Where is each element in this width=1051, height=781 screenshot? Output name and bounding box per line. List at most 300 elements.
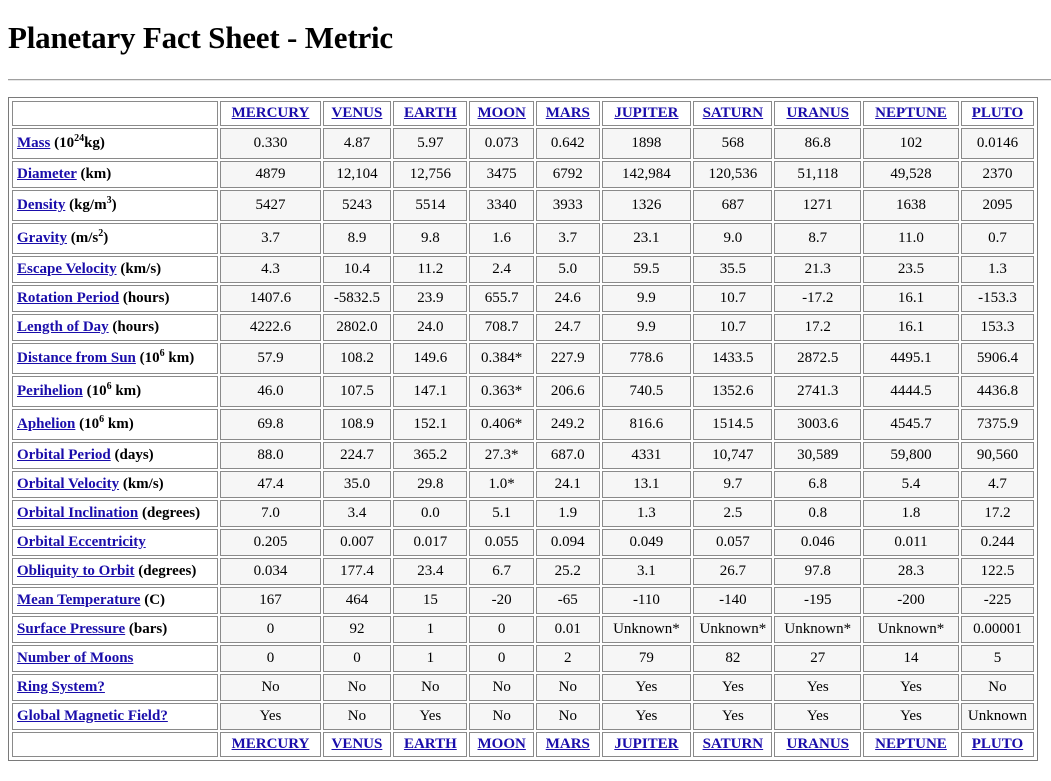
value-cell-mars: 0.01	[536, 616, 600, 643]
value-cell-moon: 3475	[469, 161, 534, 188]
value-cell-uranus: 3003.6	[774, 409, 861, 440]
value-cell-pluto: 5	[961, 645, 1034, 672]
page-title: Planetary Fact Sheet - Metric	[8, 20, 393, 55]
row-label-escape-velocity	[12, 256, 218, 283]
value-cell-neptune: 59,800	[863, 442, 959, 469]
value-cell-moon: 708.7	[469, 314, 534, 341]
property-link-number-of-moons[interactable]: Number of Moons	[17, 650, 134, 666]
planet-link-uranus[interactable]: URANUS	[786, 736, 849, 752]
property-link-gravity[interactable]: Gravity	[17, 230, 67, 246]
table-row	[12, 442, 1034, 469]
table-row	[12, 161, 1034, 188]
value-cell-mars: 25.2	[536, 558, 600, 585]
value-cell-earth: 29.8	[393, 471, 467, 498]
unit-exponent: 6	[106, 381, 112, 392]
value-cell-uranus: Unknown*	[774, 616, 861, 643]
value-cell-jupiter: 1898	[602, 128, 692, 159]
header-corner-cell	[12, 101, 218, 126]
value-cell-pluto: 153.3	[961, 314, 1034, 341]
value-cell-pluto: 0.00001	[961, 616, 1034, 643]
value-cell-mercury: 1407.6	[220, 285, 320, 312]
value-cell-moon: No	[469, 703, 534, 730]
value-cell-moon: 1.0*	[469, 471, 534, 498]
planet-link-neptune[interactable]: NEPTUNE	[875, 736, 947, 752]
value-cell-mars: 24.1	[536, 471, 600, 498]
value-cell-saturn: 35.5	[693, 256, 772, 283]
value-cell-mars: 3.7	[536, 223, 600, 254]
value-cell-mars: 206.6	[536, 376, 600, 407]
value-cell-saturn: 9.0	[693, 223, 772, 254]
footer-planet-venus	[323, 732, 392, 757]
value-cell-jupiter: 0.049	[602, 529, 692, 556]
unit-text: (hours)	[119, 290, 170, 306]
value-cell-pluto: 122.5	[961, 558, 1034, 585]
value-cell-jupiter: 142,984	[602, 161, 692, 188]
value-cell-mercury: Yes	[220, 703, 320, 730]
value-cell-mercury: 0.205	[220, 529, 320, 556]
value-cell-saturn: 687	[693, 190, 772, 221]
value-cell-mercury: 3.7	[220, 223, 320, 254]
footer-planet-uranus	[774, 732, 861, 757]
planet-link-saturn[interactable]: SATURN	[702, 736, 764, 752]
value-cell-uranus: 0.8	[774, 500, 861, 527]
row-label-aphelion	[12, 409, 218, 440]
value-cell-mars: 6792	[536, 161, 600, 188]
table-row	[12, 558, 1034, 585]
value-cell-earth: 11.2	[393, 256, 467, 283]
value-cell-uranus: Yes	[774, 674, 861, 701]
property-link-orbital-period[interactable]: Orbital Period	[17, 447, 111, 463]
planet-link-pluto[interactable]: PLUTO	[971, 105, 1024, 121]
value-cell-uranus: 97.8	[774, 558, 861, 585]
planet-link-jupiter[interactable]: JUPITER	[614, 736, 679, 752]
footer-corner-cell	[12, 732, 218, 757]
value-cell-pluto: 1.3	[961, 256, 1034, 283]
property-link-perihelion[interactable]: Perihelion	[17, 383, 83, 399]
property-link-global-magnetic-field[interactable]: Global Magnetic Field?	[17, 708, 168, 724]
property-link-diameter[interactable]: Diameter	[17, 166, 77, 182]
value-cell-venus: 10.4	[323, 256, 392, 283]
value-cell-earth: 23.4	[393, 558, 467, 585]
value-cell-mercury: 69.8	[220, 409, 320, 440]
unit-text: (degrees)	[134, 563, 197, 579]
unit-text: (10	[75, 416, 100, 432]
value-cell-neptune: 5.4	[863, 471, 959, 498]
value-cell-moon: 1.6	[469, 223, 534, 254]
value-cell-uranus: 6.8	[774, 471, 861, 498]
table-row	[12, 529, 1034, 556]
value-cell-moon: 0.055	[469, 529, 534, 556]
unit-text-suffix: km)	[164, 350, 195, 366]
value-cell-mercury: 0.034	[220, 558, 320, 585]
value-cell-neptune: 16.1	[863, 285, 959, 312]
value-cell-saturn: 0.057	[693, 529, 772, 556]
value-cell-earth: 1	[393, 616, 467, 643]
unit-text: (10	[82, 383, 107, 399]
value-cell-jupiter: 778.6	[602, 343, 692, 374]
property-link-density[interactable]: Density	[17, 197, 66, 213]
row-label-perihelion	[12, 376, 218, 407]
value-cell-mercury: 4879	[220, 161, 320, 188]
planet-link-mars[interactable]: MARS	[545, 105, 590, 121]
row-label-orbital-eccentricity	[12, 529, 218, 556]
value-cell-venus: 0.007	[323, 529, 392, 556]
value-cell-earth: 12,756	[393, 161, 467, 188]
header-planet-mercury	[220, 101, 320, 126]
planet-link-saturn[interactable]: SATURN	[702, 105, 764, 121]
value-cell-saturn: Yes	[693, 703, 772, 730]
value-cell-saturn: -140	[693, 587, 772, 614]
value-cell-uranus: 17.2	[774, 314, 861, 341]
value-cell-pluto: 2370	[961, 161, 1034, 188]
value-cell-pluto: 2095	[961, 190, 1034, 221]
value-cell-mars: 227.9	[536, 343, 600, 374]
value-cell-earth: 5514	[393, 190, 467, 221]
value-cell-mars: 0.094	[536, 529, 600, 556]
planet-link-neptune[interactable]: NEPTUNE	[875, 105, 947, 121]
header-planet-mars	[536, 101, 600, 126]
value-cell-venus: No	[323, 674, 392, 701]
value-cell-mars: 5.0	[536, 256, 600, 283]
value-cell-venus: 224.7	[323, 442, 392, 469]
value-cell-venus: -5832.5	[323, 285, 392, 312]
table-row	[12, 587, 1034, 614]
value-cell-mars: No	[536, 674, 600, 701]
row-label-orbital-period	[12, 442, 218, 469]
planet-link-mercury[interactable]: MERCURY	[231, 736, 310, 752]
value-cell-neptune: 0.011	[863, 529, 959, 556]
planet-link-venus[interactable]: VENUS	[331, 736, 383, 752]
value-cell-mercury: 0	[220, 616, 320, 643]
unit-exponent: 6	[159, 348, 165, 359]
value-cell-jupiter: 4331	[602, 442, 692, 469]
value-cell-jupiter: 79	[602, 645, 692, 672]
unit-text: (10	[50, 135, 75, 151]
row-label-density	[12, 190, 218, 221]
footer-planet-mars	[536, 732, 600, 757]
value-cell-neptune: 4444.5	[863, 376, 959, 407]
value-cell-moon: -20	[469, 587, 534, 614]
value-cell-saturn: 10,747	[693, 442, 772, 469]
property-link-mean-temperature[interactable]: Mean Temperature	[17, 592, 141, 608]
property-link-ring-system[interactable]: Ring System?	[17, 679, 105, 695]
table-row	[12, 256, 1034, 283]
unit-exponent: 2	[98, 228, 104, 239]
property-link-orbital-inclination[interactable]: Orbital Inclination	[17, 505, 139, 521]
value-cell-mercury: 167	[220, 587, 320, 614]
header-planet-moon	[469, 101, 534, 126]
value-cell-earth: Yes	[393, 703, 467, 730]
unit-text-suffix: km)	[104, 416, 134, 432]
unit-text: (hours)	[108, 319, 160, 335]
property-link-obliquity-to-orbit[interactable]: Obliquity to Orbit	[17, 563, 135, 579]
value-cell-jupiter: Yes	[602, 674, 692, 701]
header-planet-saturn	[693, 101, 772, 126]
value-cell-saturn: 1514.5	[693, 409, 772, 440]
property-link-orbital-eccentricity[interactable]: Orbital Eccentricity	[17, 534, 146, 550]
value-cell-neptune: Yes	[863, 703, 959, 730]
footer-planet-saturn	[693, 732, 772, 757]
value-cell-moon: No	[469, 674, 534, 701]
value-cell-mercury: 5427	[220, 190, 320, 221]
value-cell-neptune: 28.3	[863, 558, 959, 585]
value-cell-venus: 92	[323, 616, 392, 643]
value-cell-earth: 15	[393, 587, 467, 614]
value-cell-jupiter: Yes	[602, 703, 692, 730]
table-row	[12, 616, 1034, 643]
table-row	[12, 314, 1034, 341]
footer-planet-pluto	[961, 732, 1034, 757]
unit-text-suffix: )	[103, 230, 109, 246]
unit-text: (bars)	[125, 621, 168, 637]
row-label-obliquity-to-orbit	[12, 558, 218, 585]
horizontal-rule	[8, 79, 1051, 81]
property-link-rotation-period[interactable]: Rotation Period	[17, 290, 120, 306]
unit-text: (10	[135, 350, 160, 366]
value-cell-uranus: 30,589	[774, 442, 861, 469]
row-label-ring-system	[12, 674, 218, 701]
value-cell-jupiter: 13.1	[602, 471, 692, 498]
value-cell-moon: 27.3*	[469, 442, 534, 469]
value-cell-moon: 0.363*	[469, 376, 534, 407]
value-cell-pluto: -153.3	[961, 285, 1034, 312]
unit-text: (km)	[76, 166, 112, 182]
value-cell-earth: 9.8	[393, 223, 467, 254]
value-cell-neptune: Yes	[863, 674, 959, 701]
value-cell-jupiter: 3.1	[602, 558, 692, 585]
row-label-orbital-inclination	[12, 500, 218, 527]
value-cell-pluto: 7375.9	[961, 409, 1034, 440]
unit-exponent: 24	[74, 133, 85, 144]
header-planet-venus	[323, 101, 392, 126]
value-cell-neptune: 1.8	[863, 500, 959, 527]
planet-link-mars[interactable]: MARS	[545, 736, 590, 752]
footer-planet-moon	[469, 732, 534, 757]
planet-link-mercury[interactable]: MERCURY	[231, 105, 310, 121]
value-cell-moon: 0.406*	[469, 409, 534, 440]
value-cell-venus: 8.9	[323, 223, 392, 254]
value-cell-pluto: 5906.4	[961, 343, 1034, 374]
value-cell-neptune: -200	[863, 587, 959, 614]
planet-footer-row	[12, 732, 1034, 757]
value-cell-pluto: 17.2	[961, 500, 1034, 527]
footer-planet-jupiter	[602, 732, 692, 757]
value-cell-jupiter: 59.5	[602, 256, 692, 283]
table-row	[12, 409, 1034, 440]
row-label-diameter	[12, 161, 218, 188]
property-link-orbital-velocity[interactable]: Orbital Velocity	[17, 476, 120, 492]
value-cell-earth: 149.6	[393, 343, 467, 374]
property-link-length-of-day[interactable]: Length of Day	[17, 319, 109, 335]
footer-planet-earth	[393, 732, 467, 757]
planet-link-pluto[interactable]: PLUTO	[971, 736, 1024, 752]
row-label-mass	[12, 128, 218, 159]
value-cell-venus: 12,104	[323, 161, 392, 188]
value-cell-earth: 152.1	[393, 409, 467, 440]
value-cell-mars: 1.9	[536, 500, 600, 527]
value-cell-uranus: -195	[774, 587, 861, 614]
value-cell-mercury: 4.3	[220, 256, 320, 283]
value-cell-neptune: 23.5	[863, 256, 959, 283]
value-cell-uranus: 21.3	[774, 256, 861, 283]
table-row	[12, 376, 1034, 407]
value-cell-saturn: 120,536	[693, 161, 772, 188]
unit-text: (km/s)	[116, 261, 162, 277]
planet-header-row	[12, 101, 1034, 126]
value-cell-saturn: 26.7	[693, 558, 772, 585]
value-cell-pluto: 4436.8	[961, 376, 1034, 407]
value-cell-jupiter: 740.5	[602, 376, 692, 407]
value-cell-venus: 0	[323, 645, 392, 672]
row-label-global-magnetic-field	[12, 703, 218, 730]
table-row	[12, 500, 1034, 527]
table-row	[12, 645, 1034, 672]
planet-link-uranus[interactable]: URANUS	[786, 105, 849, 121]
value-cell-saturn: 2.5	[693, 500, 772, 527]
row-label-gravity	[12, 223, 218, 254]
header-planet-neptune	[863, 101, 959, 126]
fact-table-body	[12, 128, 1034, 730]
value-cell-venus: 177.4	[323, 558, 392, 585]
value-cell-uranus: 8.7	[774, 223, 861, 254]
unit-text: (km/s)	[119, 476, 164, 492]
value-cell-pluto: 0.0146	[961, 128, 1034, 159]
header-planet-uranus	[774, 101, 861, 126]
value-cell-saturn: 1352.6	[693, 376, 772, 407]
unit-text-suffix: km)	[111, 383, 142, 399]
value-cell-jupiter: 23.1	[602, 223, 692, 254]
table-row	[12, 674, 1034, 701]
value-cell-uranus: 0.046	[774, 529, 861, 556]
table-row	[12, 223, 1034, 254]
row-label-mean-temperature	[12, 587, 218, 614]
value-cell-uranus: 51,118	[774, 161, 861, 188]
fact-table-frame	[8, 97, 1038, 761]
value-cell-mercury: 0	[220, 645, 320, 672]
value-cell-moon: 5.1	[469, 500, 534, 527]
value-cell-neptune: Unknown*	[863, 616, 959, 643]
row-label-length-of-day	[12, 314, 218, 341]
value-cell-uranus: Yes	[774, 703, 861, 730]
value-cell-uranus: 2872.5	[774, 343, 861, 374]
value-cell-mars: 3933	[536, 190, 600, 221]
value-cell-mercury: 4222.6	[220, 314, 320, 341]
footer-planet-neptune	[863, 732, 959, 757]
value-cell-neptune: 1638	[863, 190, 959, 221]
value-cell-mars: -65	[536, 587, 600, 614]
value-cell-saturn: 9.7	[693, 471, 772, 498]
header-planet-earth	[393, 101, 467, 126]
planet-link-earth[interactable]: EARTH	[403, 736, 457, 752]
value-cell-mars: 249.2	[536, 409, 600, 440]
value-cell-moon: 0	[469, 645, 534, 672]
value-cell-mercury: 46.0	[220, 376, 320, 407]
table-row	[12, 285, 1034, 312]
value-cell-saturn: 10.7	[693, 314, 772, 341]
value-cell-mars: 24.7	[536, 314, 600, 341]
header-planet-jupiter	[602, 101, 692, 126]
value-cell-venus: 107.5	[323, 376, 392, 407]
value-cell-mars: 687.0	[536, 442, 600, 469]
value-cell-jupiter: 1326	[602, 190, 692, 221]
value-cell-mercury: 88.0	[220, 442, 320, 469]
value-cell-mercury: 7.0	[220, 500, 320, 527]
value-cell-venus: 108.2	[323, 343, 392, 374]
value-cell-saturn: 1433.5	[693, 343, 772, 374]
value-cell-pluto: 0.244	[961, 529, 1034, 556]
property-link-aphelion[interactable]: Aphelion	[17, 416, 76, 432]
value-cell-moon: 0	[469, 616, 534, 643]
unit-text: (days)	[110, 447, 154, 463]
planet-link-jupiter[interactable]: JUPITER	[614, 105, 679, 121]
value-cell-neptune: 11.0	[863, 223, 959, 254]
value-cell-mars: 2	[536, 645, 600, 672]
row-label-number-of-moons	[12, 645, 218, 672]
row-label-surface-pressure	[12, 616, 218, 643]
table-row	[12, 471, 1034, 498]
value-cell-moon: 2.4	[469, 256, 534, 283]
property-link-mass[interactable]: Mass	[17, 135, 51, 151]
planet-link-earth[interactable]: EARTH	[403, 105, 457, 121]
value-cell-jupiter: 9.9	[602, 314, 692, 341]
value-cell-venus: 3.4	[323, 500, 392, 527]
row-label-orbital-velocity	[12, 471, 218, 498]
value-cell-neptune: 4495.1	[863, 343, 959, 374]
property-link-escape-velocity[interactable]: Escape Velocity	[17, 261, 117, 277]
value-cell-neptune: 4545.7	[863, 409, 959, 440]
planet-link-moon[interactable]: MOON	[477, 105, 526, 121]
value-cell-neptune: 14	[863, 645, 959, 672]
value-cell-pluto: 90,560	[961, 442, 1034, 469]
value-cell-saturn: 82	[693, 645, 772, 672]
value-cell-saturn: 10.7	[693, 285, 772, 312]
row-label-rotation-period	[12, 285, 218, 312]
value-cell-mercury: 0.330	[220, 128, 320, 159]
unit-exponent: 6	[99, 414, 105, 425]
property-link-surface-pressure[interactable]: Surface Pressure	[17, 621, 126, 637]
value-cell-moon: 655.7	[469, 285, 534, 312]
value-cell-pluto: Unknown	[961, 703, 1034, 730]
value-cell-saturn: Unknown*	[693, 616, 772, 643]
table-row	[12, 190, 1034, 221]
planet-link-moon[interactable]: MOON	[477, 736, 526, 752]
unit-text-suffix: )	[111, 197, 117, 213]
value-cell-mercury: No	[220, 674, 320, 701]
unit-text: (m/s	[67, 230, 99, 246]
header-planet-pluto	[961, 101, 1034, 126]
value-cell-jupiter: 9.9	[602, 285, 692, 312]
planet-link-venus[interactable]: VENUS	[331, 105, 383, 121]
value-cell-earth: 24.0	[393, 314, 467, 341]
value-cell-uranus: 86.8	[774, 128, 861, 159]
value-cell-neptune: 49,528	[863, 161, 959, 188]
property-link-distance-from-sun[interactable]: Distance from Sun	[17, 350, 136, 366]
value-cell-pluto: 0.7	[961, 223, 1034, 254]
value-cell-pluto: No	[961, 674, 1034, 701]
value-cell-earth: 365.2	[393, 442, 467, 469]
value-cell-earth: 147.1	[393, 376, 467, 407]
value-cell-venus: No	[323, 703, 392, 730]
value-cell-moon: 0.384*	[469, 343, 534, 374]
value-cell-mars: No	[536, 703, 600, 730]
table-row	[12, 703, 1034, 730]
value-cell-uranus: 27	[774, 645, 861, 672]
value-cell-jupiter: Unknown*	[602, 616, 692, 643]
value-cell-saturn: 568	[693, 128, 772, 159]
value-cell-neptune: 16.1	[863, 314, 959, 341]
value-cell-moon: 0.073	[469, 128, 534, 159]
value-cell-earth: 5.97	[393, 128, 467, 159]
